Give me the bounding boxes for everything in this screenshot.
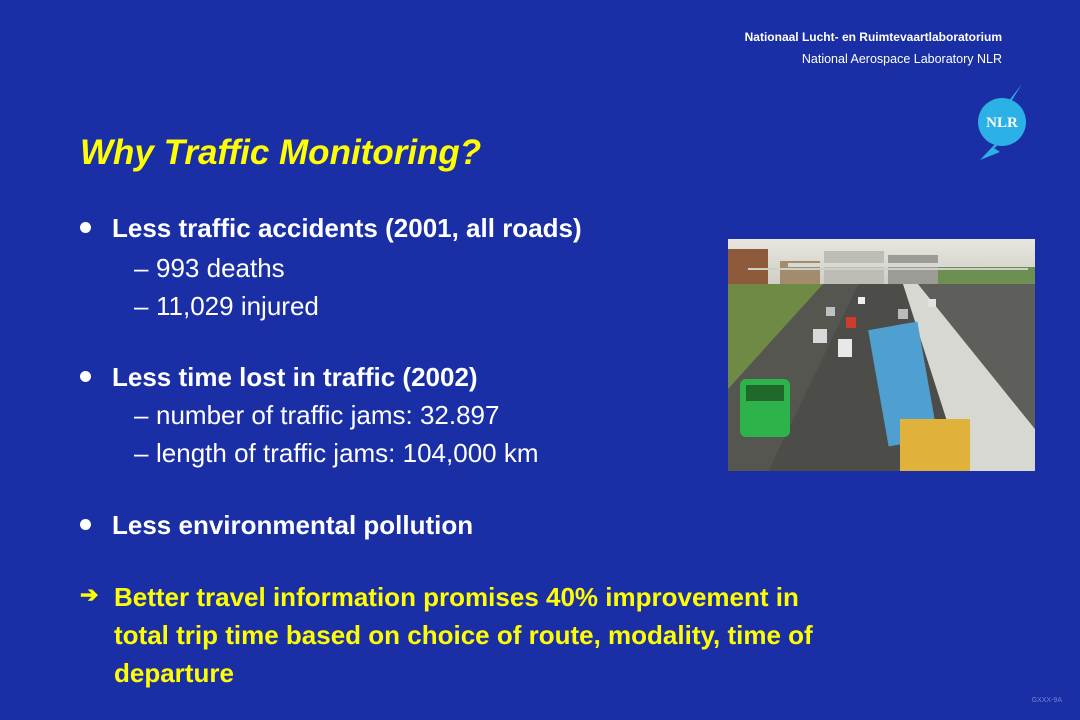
org-name-dutch: Nationaal Lucht- en Ruimtevaartlaboratorium [744, 30, 1002, 44]
logo-text: NLR [986, 115, 1018, 131]
bullet-dot-icon [80, 371, 91, 382]
sub-item-label: 993 deaths [156, 253, 285, 283]
right-arrow-icon: ➔ [80, 582, 99, 607]
bullet-label: Less traffic accidents (2001, all roads) [112, 213, 582, 243]
org-name-english: National Aerospace Laboratory NLR [801, 52, 1002, 66]
sub-item-label: number of traffic jams: 32.897 [156, 400, 500, 430]
bullet-pollution [80, 510, 473, 541]
conclusion-line: departure [114, 658, 234, 688]
bullet-label: Less time lost in traffic (2002) [112, 362, 478, 392]
dash-icon: – [134, 253, 149, 283]
sub-item [134, 438, 539, 469]
sub-item [134, 291, 319, 322]
dash-icon: – [134, 438, 149, 468]
bullet-dot-icon [80, 519, 91, 530]
dash-icon: – [134, 291, 149, 321]
slide-title: Why Traffic Monitoring? [80, 133, 482, 172]
sub-item-label: 11,029 injured [156, 291, 319, 321]
sub-item-label: length of traffic jams: 104,000 km [156, 438, 539, 468]
bullet-label: Less environmental pollution [112, 510, 474, 540]
sub-item [134, 253, 285, 284]
slide-code: GXXX-9A [1031, 697, 1062, 704]
highway-photo [728, 239, 1035, 471]
conclusion-line: Better travel information promises 40% improvement in [114, 582, 799, 612]
conclusion-line: total trip time based on choice of route, modality, time of [114, 620, 813, 650]
bullet-time-lost [80, 362, 478, 393]
dash-icon: – [134, 400, 149, 430]
sub-item [134, 400, 499, 431]
bullet-dot-icon [80, 222, 91, 233]
bullet-accidents [80, 213, 582, 244]
nlr-logo [972, 82, 1038, 164]
